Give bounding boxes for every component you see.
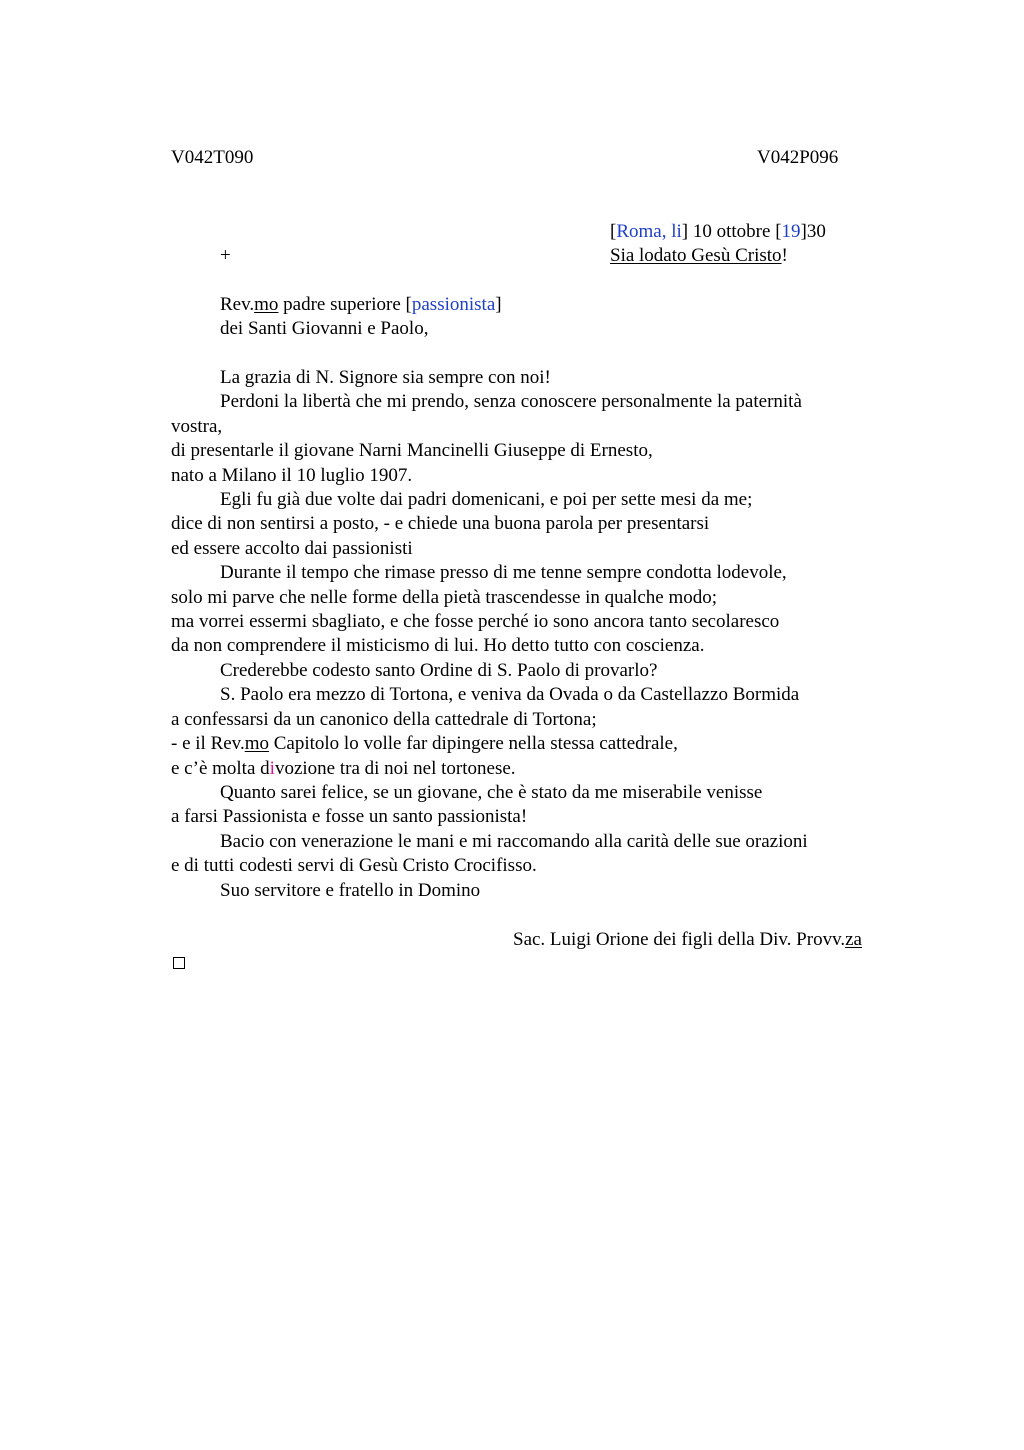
addressee-line-2: dei Santi Giovanni e Paolo, xyxy=(220,318,429,339)
cross-mark: + xyxy=(220,245,231,266)
signature: Sac. Luigi Orione dei figli della Div. Provv.za xyxy=(513,929,862,950)
body-line: ma vorrei essermi sbagliato, e che fosse perché io sono ancora tanto secolaresco xyxy=(171,611,780,633)
body-line: Bacio con venerazione le mani e mi raccomando alla carità delle sue orazioni xyxy=(220,830,808,852)
body-line: - e il Rev.mo Capitolo lo volle far dipingere nella stessa cattedrale, xyxy=(171,733,678,755)
body-line: Crederebbe codesto santo Ordine di S. Paolo di provarlo? xyxy=(220,659,658,681)
body-line: Egli fu già due volte dai padri domenicani, e poi per sette mesi da me; xyxy=(220,489,753,511)
body-line: e c’è molta divozione tra di noi nel tortonese. xyxy=(171,757,516,779)
body-line: Perdoni la libertà che mi prendo, senza conoscere personalmente la paternità xyxy=(220,391,802,413)
body-line: nato a Milano il 10 luglio 1907. xyxy=(171,464,413,486)
document-code-right: V042P096 xyxy=(757,147,839,168)
body-line: da non comprendere il misticismo di lui. Ho detto tutto con coscienza. xyxy=(171,635,705,657)
body-line: Suo servitore e fratello in Domino xyxy=(220,879,481,901)
addressee-line-1: Rev.mo padre superiore [passionista] xyxy=(220,294,502,315)
body-line: S. Paolo era mezzo di Tortona, e veniva da Ovada o da Castellazzo Bormida xyxy=(220,684,800,706)
body-line: ed essere accolto dai passionisti xyxy=(171,537,413,559)
dateline: [Roma, li] 10 ottobre [19]30 xyxy=(610,221,826,242)
body-line: Quanto sarei felice, se un giovane, che è stato da me miserabile venisse xyxy=(220,781,763,803)
body-line: Durante il tempo che rimase presso di me tenne sempre condotta lodevole, xyxy=(220,562,787,584)
body-line: La grazia di N. Signore sia sempre con noi! xyxy=(220,367,551,388)
dateline-place: Roma, li xyxy=(616,221,682,242)
body-line: di presentarle il giovane Narni Mancinelli Giuseppe di Ernesto, xyxy=(171,440,653,462)
body-line: dice di non sentirsi a posto, - e chiede una buona parola per presentarsi xyxy=(171,513,710,535)
body-line: e di tutti codesti servi di Gesù Cristo Crocifisso. xyxy=(171,855,537,877)
correction-mark: i xyxy=(269,757,275,779)
salutation: Sia lodato Gesù Cristo! xyxy=(610,245,788,266)
body-line: vostra, xyxy=(171,415,223,437)
letter-body xyxy=(171,366,891,903)
body-line: a farsi Passionista e fosse un santo passionista! xyxy=(171,806,528,828)
dateline-century: 19 xyxy=(781,221,801,242)
empty-square-mark xyxy=(173,957,185,969)
body-line: a confessarsi da un canonico della cattedrale di Tortona; xyxy=(171,708,597,730)
body-line: solo mi parve che nelle forme della pietà trascendesse in qualche modo; xyxy=(171,586,718,608)
addressee-order: passionista xyxy=(411,294,496,315)
document-code-left: V042T090 xyxy=(171,147,254,168)
